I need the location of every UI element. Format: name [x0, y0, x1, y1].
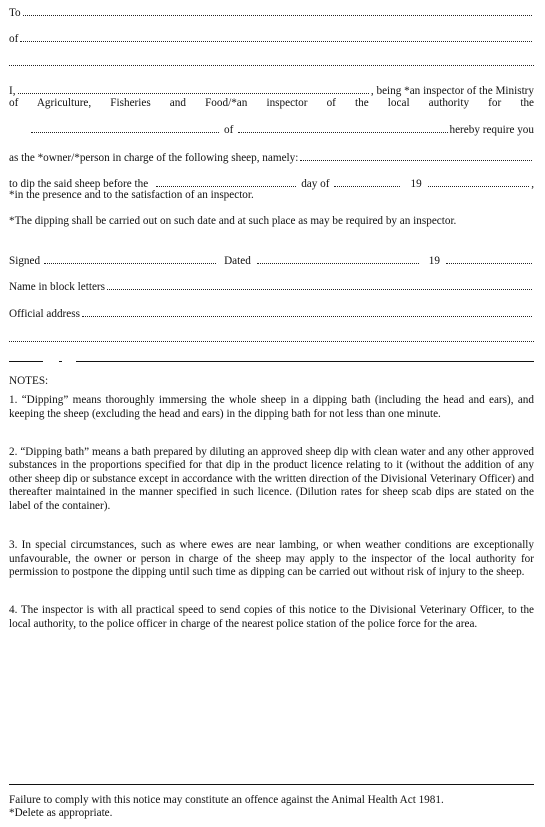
offence-note: Failure to comply with this notice may constitute an offence against the Animal Health Act 1981.	[9, 794, 444, 806]
address-continuation-field-2[interactable]	[9, 332, 534, 342]
signed-line	[9, 254, 534, 268]
dip-year-field[interactable]	[428, 177, 530, 187]
i-label: I,	[9, 85, 16, 97]
ministry-line: of Agriculture, Fisheries and Food/*an inspector of the local authority for the	[9, 97, 534, 109]
of-field[interactable]	[20, 32, 532, 42]
of-mid-label: of	[224, 124, 234, 136]
divider	[9, 361, 534, 362]
dip-day-field[interactable]	[156, 177, 296, 187]
presence-text: *in the presence and to the satisfaction of an inspector.	[9, 189, 254, 201]
footer-rule	[9, 784, 534, 785]
authority-line	[9, 123, 534, 137]
dated-label: Dated	[224, 255, 251, 267]
year-label-2: 19	[428, 255, 440, 267]
inspector-line	[9, 84, 534, 98]
year-label: 19	[410, 178, 422, 190]
name-line	[9, 280, 534, 294]
delete-note: *Delete as appropriate.	[9, 807, 113, 819]
signature-field[interactable]	[44, 254, 216, 264]
sheep-description-field[interactable]	[300, 151, 532, 161]
day-of-label: day of	[301, 178, 330, 190]
to-label: To	[9, 7, 21, 19]
address-continuation-field[interactable]	[9, 56, 534, 66]
name-field[interactable]	[107, 280, 532, 290]
signed-year-field[interactable]	[446, 254, 532, 264]
owner-text: as the *owner/*person in charge of the following sheep, namely:	[9, 152, 299, 164]
note-item: 2. “Dipping bath” means a bath prepared by diluting an approved sheep dip with clean water and any other approved substances in the proportions specified for that dip in the product licence relating to it (without the addition of any other sheep dip or substance except in accordance with the written direction of the Divisional Veterinary Officer) and thereafter maintained in the manner specified in such licence. (Dilution rates for sheep scab dips are stated on the label of the container).	[9, 446, 534, 512]
to-field[interactable]	[23, 6, 532, 16]
hereby-text: hereby require you	[449, 124, 534, 136]
note-item: 1. “Dipping” means thoroughly immersing the whole sheep in a dipping bath (including the head and ears), and keeping the sheep (excluding the head and ears) in the dipping bath for not less than one minute.	[9, 394, 534, 420]
address-line	[9, 307, 534, 321]
dip-text: to dip the said sheep before the	[9, 178, 149, 190]
dip-month-field[interactable]	[334, 177, 400, 187]
to-line	[9, 6, 534, 20]
official-address-field[interactable]	[82, 307, 532, 317]
signed-label: Signed	[9, 255, 41, 267]
name-label: Name in block letters	[9, 281, 105, 293]
being-text: , being *an inspector of the Ministry	[370, 85, 534, 97]
of-line	[9, 32, 534, 46]
inspector-name-field[interactable]	[18, 84, 369, 94]
dipping-note: *The dipping shall be carried out on such date and at such place as may be required by an inspector.	[9, 215, 457, 227]
note-item: 3. In special circumstances, such as where ewes are near lambing, or when weather conditions are exceptionally unfavourable, the owner or person in charge of the sheep may apply to the inspector of the local authority for permission to postpone the dipping until such time as dipping can be carried out without risk of injury to the sheep.	[9, 539, 534, 578]
address-label: Official address	[9, 308, 80, 320]
authority-field[interactable]	[31, 123, 219, 133]
owner-line	[9, 151, 534, 165]
dip-date-line: to dip the said sheep before the day of 19 ,	[9, 178, 534, 190]
date-field[interactable]	[257, 254, 419, 264]
notes-heading: NOTES:	[9, 375, 49, 387]
note-item: 4. The inspector is with all practical speed to send copies of this notice to the Divisional Veterinary Officer, to the local authority, to the police officer in charge of the nearest police station of the police force for the area.	[9, 604, 534, 630]
of-label: of	[9, 33, 19, 45]
authority-area-field[interactable]	[238, 123, 447, 133]
